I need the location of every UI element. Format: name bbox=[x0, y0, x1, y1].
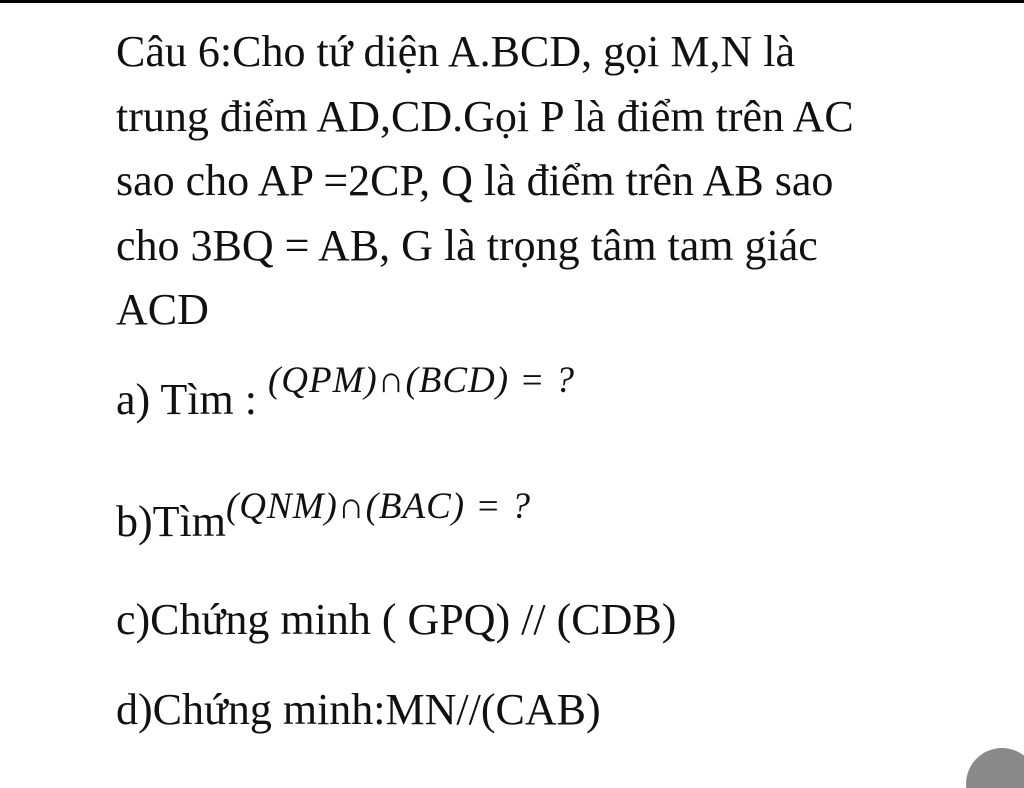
question-a-prefix: a) Tìm : bbox=[116, 375, 257, 424]
question-b bbox=[116, 486, 532, 546]
question-d bbox=[116, 685, 601, 734]
problem-statement bbox=[116, 20, 936, 343]
problem-line-4: cho 3BQ = AB, G là trọng tâm tam giác bbox=[116, 220, 818, 270]
top-border-line bbox=[0, 0, 1024, 3]
problem-line-3: sao cho AP =2CP, Q là điểm trên AB sao bbox=[116, 156, 834, 205]
question-d-text: d)Chứng minh:MN//(CAB) bbox=[116, 685, 601, 734]
question-c bbox=[116, 595, 677, 644]
question-a-math: (QPM)∩(BCD) = ? bbox=[267, 360, 576, 401]
problem-line-1: Câu 6:Cho tứ diện A.BCD, gọi M,N là bbox=[116, 27, 795, 76]
problem-line-5: ACD bbox=[116, 285, 209, 334]
question-b-math: (QNM)∩(BAC) = ? bbox=[225, 486, 532, 527]
question-b-prefix: b)Tìm bbox=[116, 497, 226, 546]
question-c-text: c)Chứng minh ( GPQ) // (CDB) bbox=[116, 595, 677, 644]
problem-line-2: trung điểm AD,CD.Gọi P là điểm trên AC bbox=[116, 91, 854, 141]
question-a bbox=[116, 360, 576, 424]
floating-button-partial[interactable] bbox=[966, 748, 1024, 788]
